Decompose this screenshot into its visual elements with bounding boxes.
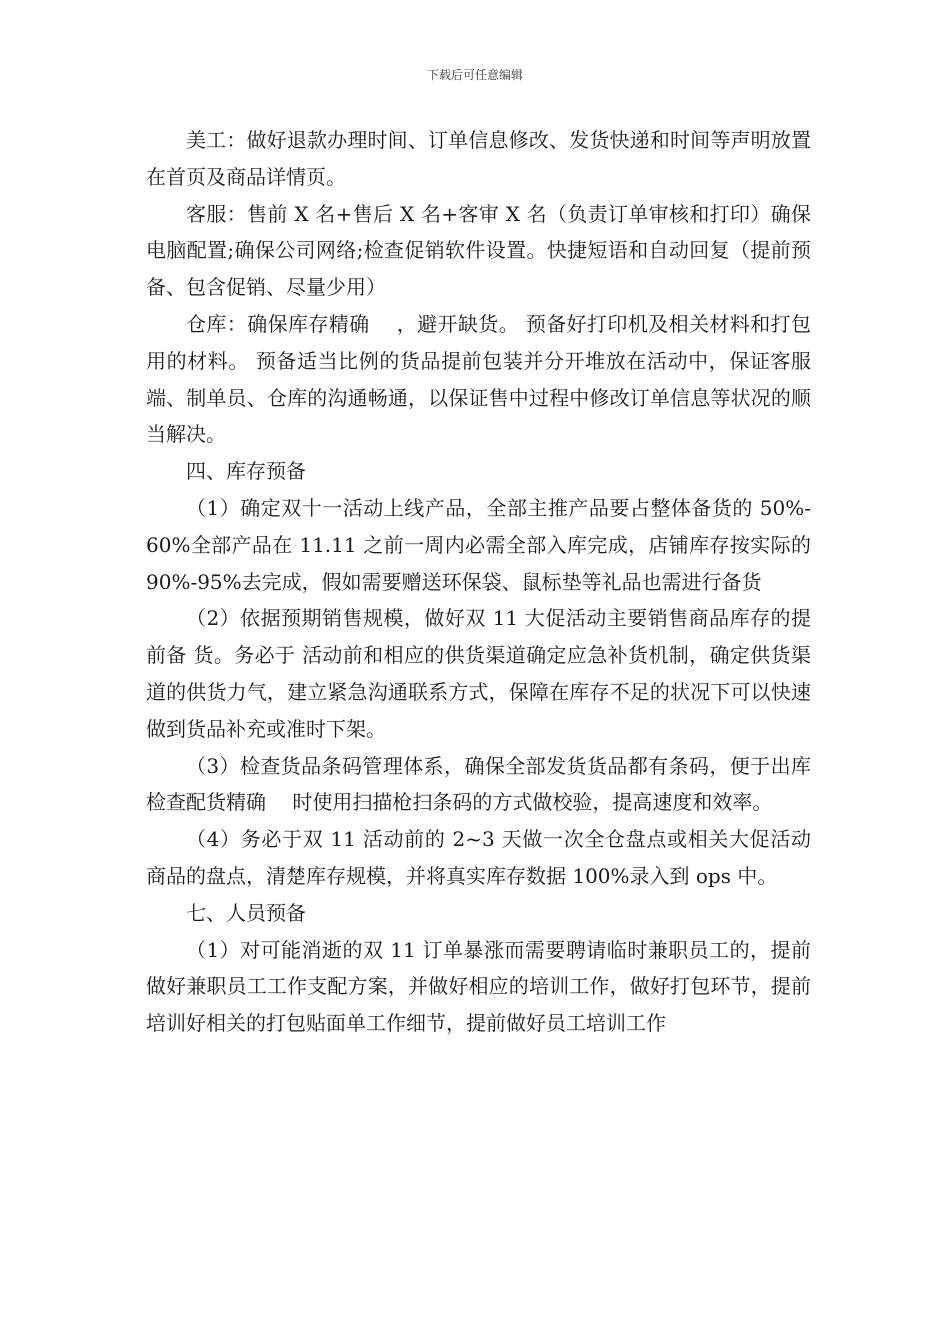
- section-heading-inventory: 四、库存预备: [186, 459, 306, 484]
- paragraph-warehouse: 仓库：确保库存精确 ，避开缺货。 预备好打印机及相关材料和打包用的材料。 预备适当比例的货品提前包装并分开堆放在活动中，保证客服端、制单员、仓库的沟通畅通，以保证售中过程中修改订单信息等状况的顺当解决。: [146, 311, 811, 447]
- paragraph-inventory-1: （1）确定双十一活动上线产品，全部主推产品要占整体备货的 50%- 60%全部产品在 11.11 之前一周内必需全部入库完成，店铺库存按实际的 90%-95%去完成，假如需要赠送环保袋、鼠标垫等礼品也需进行备货: [146, 495, 811, 594]
- paragraph-customer-service: 客服：售前 X 名+售后 X 名+客审 X 名（负责订单审核和打印）确保电脑配置;确保公司网络;检查促销软件设置。快捷短语和自动回复（提前预备、包含促销、尽量少用）: [146, 201, 811, 300]
- paragraph-staffing-1: （1）对可能消逝的双 11 订单暴涨而需要聘请临时兼职员工的，提前做好兼职员工工作支配方案，并做好相应的培训工作，做好打包环节，提前培训好相关的打包贴面单工作细节，提前做好员工培训工作: [146, 937, 811, 1036]
- paragraph-art-design: 美工：做好退款办理时间、订单信息修改、发货快递和时间等声明放置在首页及商品详情页。: [146, 128, 811, 189]
- paragraph-inventory-4: （4）务必于双 11 活动前的 2~3 天做一次全仓盘点或相关大促活动商品的盘点，清楚库存规模，并将真实库存数据 100%录入到 ops 中。: [146, 827, 811, 888]
- section-heading-staffing: 七、人员预备: [186, 900, 306, 925]
- page-header: 下载后可任意编辑: [426, 68, 523, 82]
- paragraph-inventory-2: （2）依据预期销售规模，做好双 11 大促活动主要销售商品库存的提前备 货。务必于 活动前和相应的供货渠道确定应急补货机制，确定供货渠道的供货力气，建立紧急沟通联系方式，保障在库存不足的状况下可以快速做到货品补充或准时下架。: [146, 606, 811, 741]
- document-body: [146, 122, 811, 1042]
- paragraph-inventory-3: （3）检查货品条码管理体系，确保全部发货货品都有条码，便于出库检查配货精确 时使用扫描枪扫条码的方式做校验，提高速度和效率。: [146, 753, 811, 815]
